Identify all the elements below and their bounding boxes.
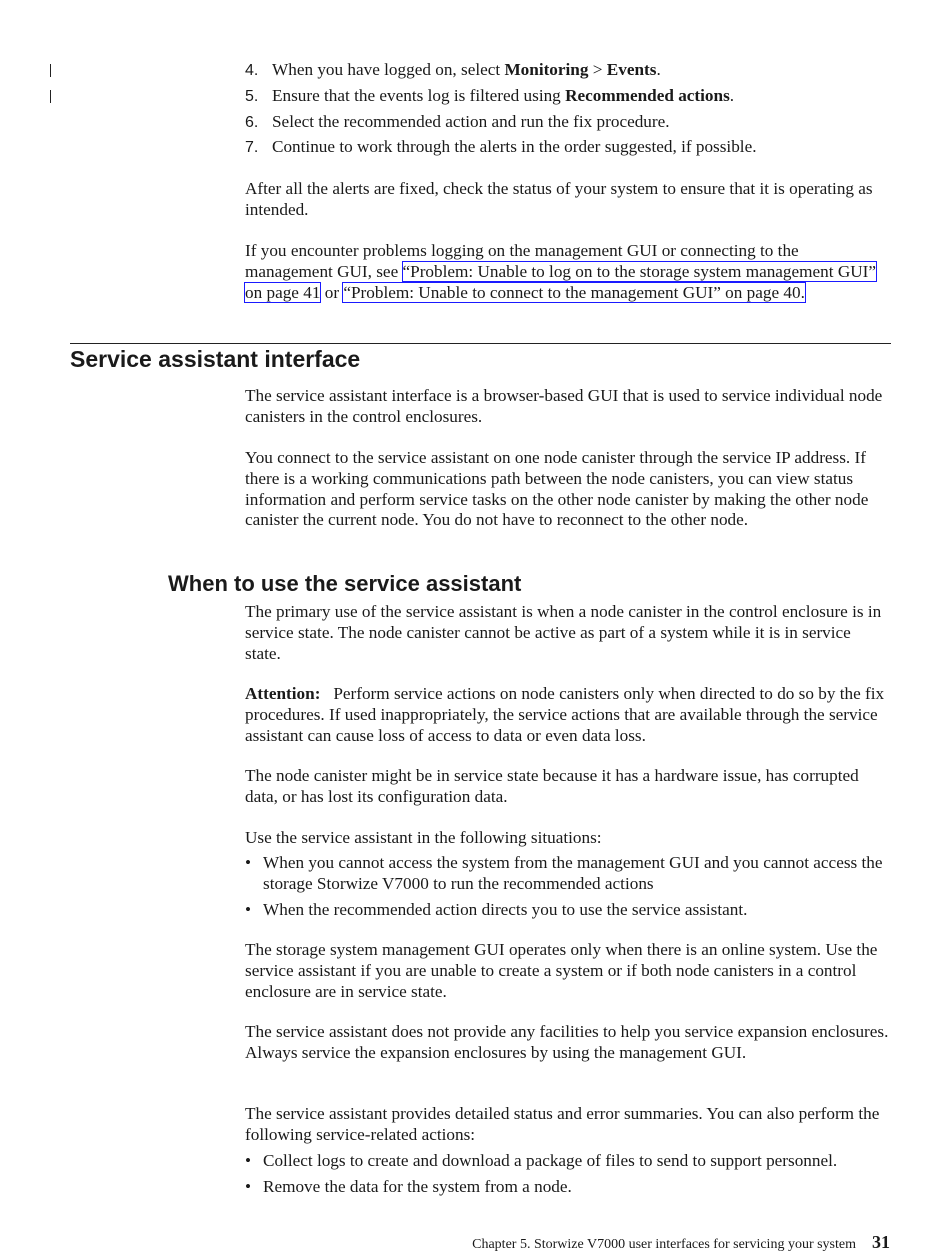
menu-events: Events (606, 60, 657, 79)
list-item: • When you cannot access the system from the management GUI and you cannot access the storage Storwize V7000 to run the recommended actions (245, 853, 883, 893)
situations-list (245, 853, 890, 925)
actions-list (245, 1151, 890, 1203)
step-7: 7. Continue to work through the alerts in the order suggested, if possible. (245, 137, 757, 157)
list-item: • Collect logs to create and download a package of files to send to support personnel. (245, 1151, 838, 1170)
step-5: 5. Ensure that the events log is filtered using Recommended actions. (245, 85, 735, 105)
footer-chapter: Chapter 5. Storwize V7000 user interfaces for servicing your system (472, 1237, 856, 1252)
paragraph: The primary use of the service assistant is when a node canister in the control enclosure is in service state. The node canister cannot be active as part of a system while it is in service state. (245, 602, 882, 663)
paragraph: After all the alerts are fixed, check the status of your system to ensure that it is operating as intended. (245, 179, 873, 219)
subsection-title: When to use the service assistant (168, 571, 522, 596)
attention-note: Attention: Perform service actions on node canisters only when directed to do so by the fix procedures. If used inappropriately, the service actions that are available through the service assistant can cause loss of access to data or even data loss. (245, 684, 885, 745)
link-unable-to-log-on[interactable]: “Problem: Unable to log on to the storage system management GUI” on page 41 (245, 261, 876, 302)
step-number: 4. (245, 62, 259, 79)
filter-recommended-actions: Recommended actions (565, 85, 730, 105)
paragraph: The storage system management GUI operates only when there is an online system. Use the service assistant if you are unable to create a system or if both node canisters in a control enclosure are in service state. (245, 940, 878, 1001)
step-number: 5. (245, 87, 259, 105)
procedure-steps (245, 60, 890, 163)
section-title: Service assistant interface (70, 346, 361, 372)
bullet: • (245, 899, 252, 919)
paragraph: The service assistant interface is a browser-based GUI that is used to service individual node canisters in the control enclosures. (245, 386, 883, 426)
bullet: • (245, 1151, 252, 1170)
list-item: • Remove the data for the system from a node. (245, 1176, 572, 1196)
paragraph: You connect to the service assistant on one node canister through the service IP address. If there is a working communications path between the node canisters, you can view status information and perform service tasks on the other node canister by making the other node canister the current node. You do not have to reconnect to the other node. (245, 448, 869, 530)
bullet: • (245, 1176, 252, 1196)
paragraph: The service assistant provides detailed status and error summaries. You can also perform the following service-related actions: (245, 1104, 880, 1144)
paragraph: The service assistant does not provide any facilities to help you service expansion enclosures. Always service the expansion enclosures by using the management GUI. (245, 1022, 889, 1062)
paragraph: Use the service assistant in the following situations: (245, 828, 602, 847)
step-number: 6. (245, 113, 259, 131)
paragraph: The node canister might be in service state because it has a hardware issue, has corrupted data, or has lost its configuration data. (245, 766, 859, 806)
link-unable-to-connect[interactable]: “Problem: Unable to connect to the management GUI” on page 40. (343, 282, 805, 302)
section-rule (70, 343, 891, 344)
menu-monitoring: Monitoring (504, 60, 589, 79)
paragraph-problems: If you encounter problems logging on the management GUI or connecting to the management GUI, see “Problem: Unable to log on to the storage system management GUI” on page 41 or “Problem: Unable to connect to the management GUI” on page 40. (245, 241, 876, 302)
change-bar (50, 90, 51, 103)
step-number: 7. (245, 139, 259, 157)
bullet: • (245, 853, 252, 872)
page-footer (472, 1232, 890, 1253)
step-6: 6. Select the recommended action and run the fix procedure. (245, 111, 670, 131)
page-number: 31 (872, 1232, 890, 1252)
attention-label: Attention: (245, 684, 321, 703)
change-bar (50, 64, 51, 77)
step-4: 4. When you have logged on, select Monitoring > Events. (245, 60, 661, 79)
list-item: • When the recommended action directs you to use the service assistant. (245, 899, 748, 919)
